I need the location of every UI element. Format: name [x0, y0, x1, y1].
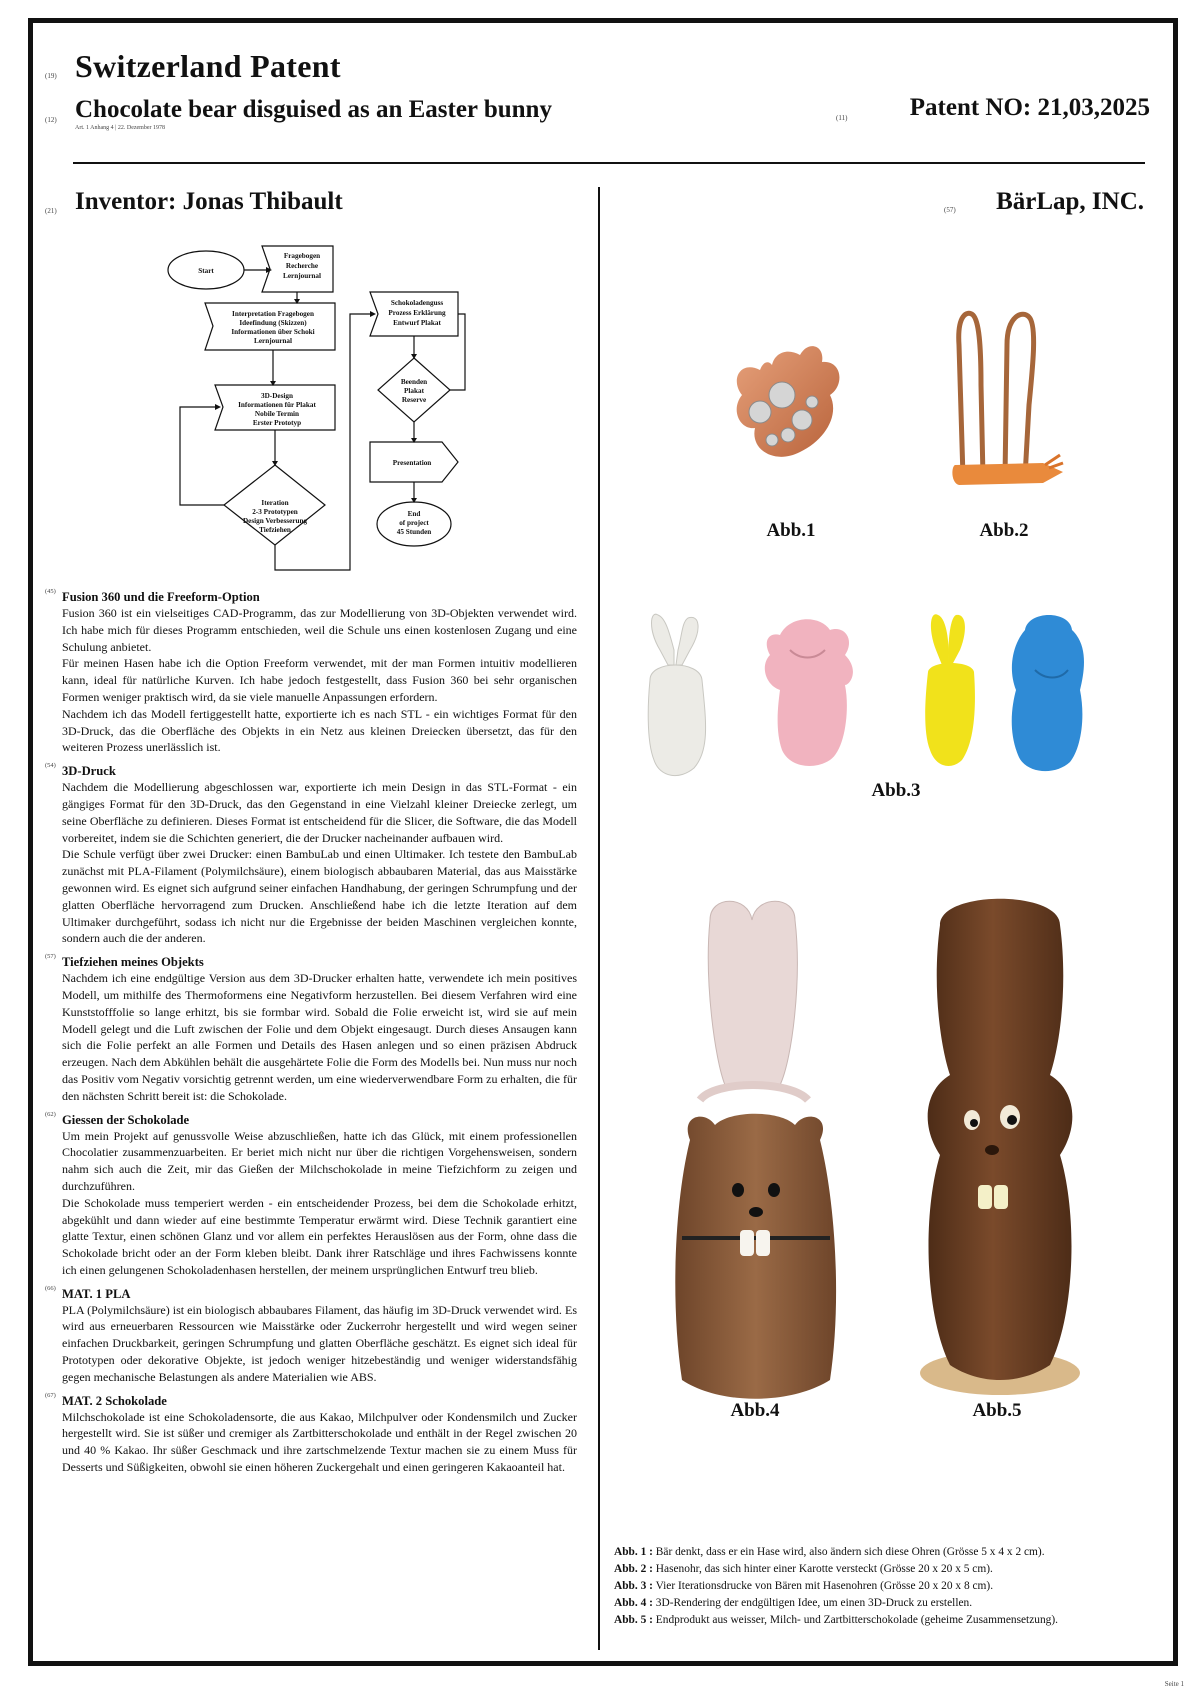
legend-row-abb1 — [614, 1544, 1174, 1561]
inid-code-11: (11) — [836, 114, 848, 122]
header-divider — [73, 162, 1145, 164]
figure-caption-abb3: Abb.3 — [871, 780, 921, 801]
flow-schokoladenguss-line-3: Entwurf Plakat — [393, 319, 441, 327]
section-heading: Tiefziehen meines Objekts — [62, 955, 204, 970]
flow-interpretation-line-2: Ideefindung (Skizzen) — [239, 319, 307, 327]
flow-interpretation-line-3: Informationen über Schoki — [231, 328, 315, 336]
section-mat-pla — [45, 1284, 577, 1386]
yellow-print — [925, 614, 975, 766]
flow-design-line-1: 3D-Design — [261, 392, 293, 400]
flow-schokoladenguss-line-1: Schokoladenguss — [390, 299, 444, 307]
section-body: Milchschokolade ist eine Schokoladensorte, die aus Kakao, Milchpulver oder Kondensmilch und Zucker hergestellt wird. Sie ist süßer und cremiger als Zartbitterschokolade und enthält in der Regel zwischen 20 und 40 % Kakao. Ihr süßer Geschmack und ihre zartschmelzende Textur machen sie zu einem Muss für Desserts und Süßigkeiten, obwohl sie einen höheren Zuckergehalt und einen geringeren Kakaoanteil hat. — [62, 1409, 577, 1475]
legal-note: Art. 1 Anhang 4 | 22. Dezember 1978 — [75, 125, 166, 131]
legend-row-abb5 — [614, 1612, 1174, 1629]
patent-number: Patent NO: 21,03,2025 — [909, 94, 1150, 121]
section-tiefziehen — [45, 953, 577, 1104]
flow-fragebogen-line-3: Lernjournal — [283, 272, 321, 280]
flow-end-line-2: of project — [399, 519, 429, 527]
section-3d-druck — [45, 762, 577, 947]
blue-print — [1012, 615, 1084, 771]
flow-design-line-2: Informationen für Plakat — [238, 401, 316, 409]
section-tag: (66) — [45, 1284, 56, 1292]
abb3-iteration-prints-image — [640, 610, 1145, 780]
flow-design-line-4: Erster Prototyp — [252, 419, 302, 427]
page-number: Seite 1 — [1164, 1680, 1184, 1688]
figure-caption-abb2: Abb.2 — [979, 520, 1029, 541]
inid-code-21: (21) — [45, 207, 57, 215]
abb4-render-image — [670, 900, 840, 1400]
legend-row-abb4 — [614, 1595, 1174, 1612]
figure-legend — [614, 1544, 1174, 1629]
inid-code-57: (57) — [944, 206, 956, 214]
section-body: Nachdem ich eine endgültige Version aus dem 3D-Drucker erhalten hatte, verwendete ich mein positives Modell, um mithilfe des Thermoformens eine Negativform herzustellen. Bei diesem Verfahren wird eine Kunststofffolie so lange erhitzt, bis sie formbar wird. Sobald die Folie erweicht ist, wird sie auf mein Modell gelegt und die Luft zwischen der Folie und dem Objekt eingesaugt. Durch dieses Ansaugen kann sich die Folie perfekt an alle Formen und Details des Hasen anlegen und so einen präzisen Abdruck erzeugen. Nach dem Abkühlen behält die ausgehärtete Folie die Form des Modells bei. Nun muss nur noch das Positiv vom Negativ vorsichtig getrennt werden, um eine wiederverwendbare Form zu erhalten, die für den nächsten Schritt bereit ist: die Schokolade. — [62, 971, 577, 1103]
abb1-bear-print-image — [730, 340, 860, 480]
section-heading: 3D-Druck — [62, 764, 116, 779]
section-heading: MAT. 1 PLA — [62, 1286, 131, 1301]
legend-text: Endprodukt aus weisser, Milch- und Zartbitterschokolade (geheime Zusammensetzung). — [652, 1614, 1058, 1626]
section-body: Um mein Projekt auf genussvolle Weise abzuschließen, hatte ich das Glück, mit einem professionellen Chocolatier zusammenzuarbeiten. Er beriet mich nicht nur über die richtigen Vorgehensweisen, sondern nahm sich auch die Zeit, mir das Gießen der Milchschokolade in meine Tiefzichform zu zeigen und durchzuführen. Die Schokolade muss temperiert werden - ein entscheidender Prozess, bei dem die Schokolade erhitzt, abgekühlt und dann wieder auf eine bestimmte Temperatur erwärmt wird. Diese Technik garantiert eine glatte Textur, einen schönen Glanz und vor allem ein perfektes Herauslösen aus der Form, ohne dass die Schokolade bricht oder an der Form kleben bleibt. Dank ihrer Ratschläge und ihres Fachwissens konnte ich einen gelungenen Schokoladenhasen herstellen, der meinem ursprünglichen Entwurf treu blieb. — [62, 1128, 577, 1277]
legend-label: Abb. 1 : — [614, 1546, 653, 1558]
legend-label: Abb. 2 : — [614, 1563, 653, 1575]
section-body: Fusion 360 ist ein vielseitiges CAD-Programm, das zur Modellierung von 3D-Objekten verwendet wird. Ich habe mich für dieses Programm entschieden, weil die Schule uns einen kostenlosen Zugang und eine Schulung anbietet. Für meinen Hasen habe ich die Option Freeform verwendet, mit der man Formen intuitiv modellieren kann, ideal für natürliche Kurven. Ich habe jedoch festgestellt, dass Fusion 360 bei sehr organischen Formen weniger praktisch wird, da sie viele manuelle Anpassungen erfordern. Nachdem ich das Modell fertiggestellt hatte, exportierte ich es nach STL - ein wichtiges Format für den 3D-Druck, das die Oberfläche des Objekts in ein Netz aus kleinen Dreiecken übersetzt, das für den weiteren Prozess unerlässlich ist. — [62, 606, 577, 755]
process-flowchart — [160, 240, 480, 580]
flow-end-line-1: End — [407, 510, 421, 518]
flow-iteration-line-1: Iteration — [261, 499, 289, 507]
legend-row-abb3 — [614, 1578, 1174, 1595]
figure-caption-abb4: Abb.4 — [730, 1400, 780, 1421]
flow-beenden-line-2: Plakat — [404, 387, 424, 395]
flow-interpretation-line-4: Lernjournal — [254, 337, 292, 345]
flow-presentation-label: Presentation — [392, 459, 432, 467]
inid-code-19: (19) — [45, 72, 57, 80]
section-body: PLA (Polymilchsäure) ist ein biologisch abbaubares Filament, das häufig im 3D-Druck verwendet wird. Es wird aus erneuerbaren Ressourcen wie Maisstärke oder Zuckerrohr hergestellt und wird wegen seiner einfachen Druckbarkeit, geringen Schrumpfung und glatten Oberfläche geschätzt. Es eignet sich ideal für Prototypen oder dekorative Objekte, ist jedoch weniger hitzebeständig und weniger widerstandsfähig gegen mechanische Belastungen als andere Materialien wie ABS. — [62, 1302, 577, 1384]
section-tag: (67) — [45, 1391, 56, 1399]
section-heading: MAT. 2 Schokolade — [62, 1393, 167, 1408]
figure-caption-abb5: Abb.5 — [972, 1400, 1022, 1421]
flow-design-line-3: Nobile Termin — [254, 410, 300, 418]
section-heading: Fusion 360 und die Freeform-Option — [62, 590, 260, 604]
flow-iteration-line-2: 2-3 Prototypen — [252, 508, 298, 516]
flow-beenden-line-1: Beenden — [400, 378, 428, 386]
section-tag: (54) — [45, 762, 56, 770]
abb5-chocolate-bunny-image — [900, 895, 1100, 1405]
inid-code-12: (12) — [45, 116, 57, 124]
flow-schokoladenguss-line-2: Prozess Erklärung — [388, 309, 446, 317]
flow-beenden-line-3: Reserve — [401, 396, 427, 404]
flow-iteration-line-3: Design Verbesserung — [242, 517, 308, 525]
document-title: Switzerland Patent — [75, 48, 341, 84]
flow-end-line-3: 45 Stunden — [396, 528, 432, 536]
flow-start-label: Start — [198, 267, 214, 275]
inventor-name: Inventor: Jonas Thibault — [75, 188, 343, 215]
section-fusion-360 — [45, 588, 577, 756]
section-heading: Giessen der Schokolade — [62, 1112, 190, 1127]
legend-text: 3D-Rendering der endgültigen Idee, um einen 3D-Druck zu erstellen. — [652, 1597, 973, 1609]
flow-fragebogen-line-1: Fragebogen — [283, 252, 321, 260]
legend-label: Abb. 5 : — [614, 1614, 653, 1626]
section-tag: (45) — [45, 588, 56, 595]
section-mat-schokolade — [45, 1391, 577, 1476]
legend-text: Bär denkt, dass er ein Hase wird, also ändern sich diese Ohren (Grösse 5 x 4 x 2 cm). — [652, 1546, 1045, 1558]
flow-iteration-line-4: Tiefziehen — [259, 526, 291, 534]
white-print — [648, 614, 705, 775]
column-divider — [598, 187, 600, 1650]
figure-caption-abb1: Abb.1 — [766, 520, 816, 541]
flow-fragebogen-line-2: Recherche — [285, 262, 319, 270]
abb2-ear-carrot-image — [945, 305, 1065, 495]
section-tag: (62) — [45, 1110, 56, 1118]
legend-row-abb2 — [614, 1561, 1174, 1578]
pink-print — [765, 619, 853, 766]
description-sections — [45, 588, 577, 1484]
flow-interpretation-line-1: Interpretation Fragebogen — [232, 310, 314, 318]
section-body: Nachdem die Modellierung abgeschlossen war, exportierte ich mein Design in das STL-Format - ein gängiges Format für den 3D-Druck, das den Gegenstand in eine Vielzahl kleiner Dreiecke zerlegt, um seine Oberfläche zu definieren. Dieses Format ist entscheidend für die Slicer, die Software, die das Modell vorbereitet, indem sie die Schichten generiert, die der Drucker nacheinander aufbauen wird. Die Schule verfügt über zwei Drucker: einen BambuLab und einen Ultimaker. Ich testete den BambuLab zunächst mit PLA-Filament (Polymilchsäure), einem biologisch abbaubaren Material, das aus Maisstärke gewonnen wird. Es eignet sich aufgrund seiner einfachen Handhabung, der geringen Schrumpfung und der glatten Oberfläche hervorragend zum Drucken. Anschließend habe ich die letzte Iteration auf dem Ultimaker durchgeführt, sodass ich nicht nur die Ergebnisse der beiden Maschinen vergleichen konnte, sondern auch die der anderen. — [62, 780, 577, 946]
section-tag: (57) — [45, 953, 56, 961]
legend-text: Vier Iterationsdrucke von Bären mit Hasenohren (Grösse 20 x 20 x 8 cm). — [652, 1580, 994, 1592]
patent-subtitle: Chocolate bear disguised as an Easter bunny — [75, 96, 552, 123]
section-giessen — [45, 1110, 577, 1279]
legend-text: Hasenohr, das sich hinter einer Karotte versteckt (Grösse 20 x 20 x 5 cm). — [652, 1563, 993, 1575]
legend-label: Abb. 3 : — [614, 1580, 653, 1592]
legend-label: Abb. 4 : — [614, 1597, 653, 1609]
company-name: BärLap, INC. — [996, 188, 1144, 215]
